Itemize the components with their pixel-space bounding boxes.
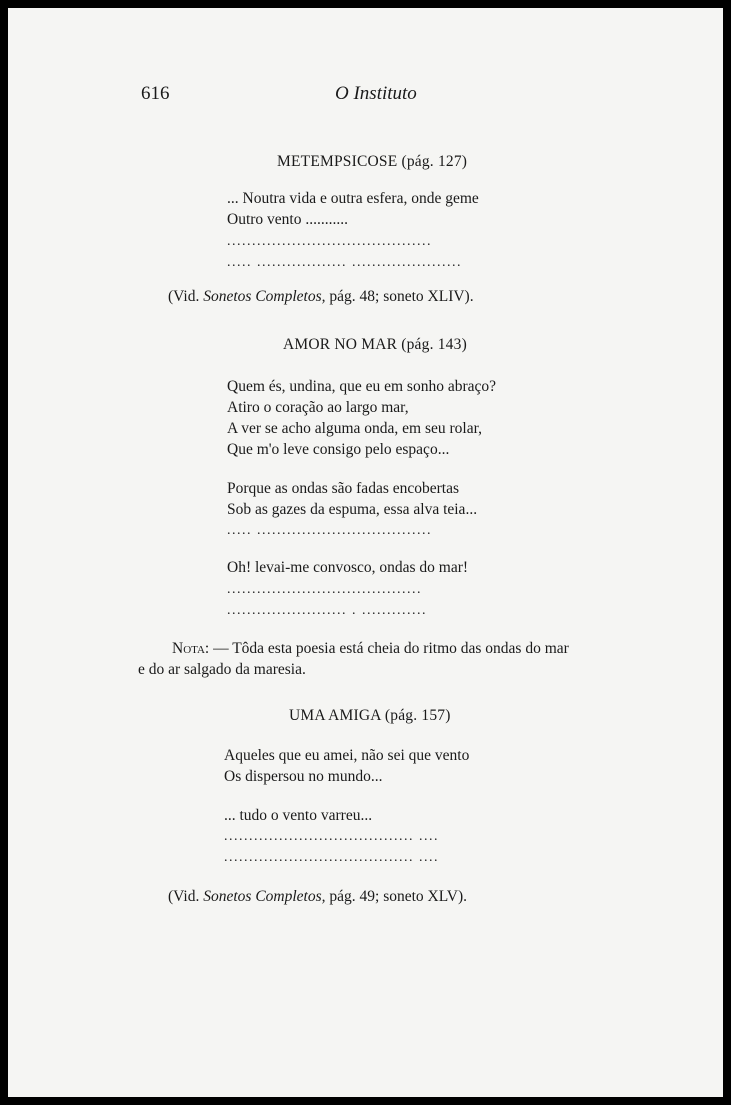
verse-line: Aqueles que eu amei, não sei que vento [224,747,470,764]
verse-line: Porque as ondas são fadas encobertas [227,480,459,497]
section-heading: AMOR NO MAR (pág. 143) [283,336,467,353]
citation-prefix: (Vid. [168,888,200,905]
citation [168,287,474,307]
verse-line: A ver se acho alguma onda, em seu rolar, [227,420,483,437]
section-heading: UMA AMIGA (pág. 157) [289,707,451,724]
citation-prefix: (Vid. [168,288,200,305]
verse-line: Atiro o coração ao largo mar, [227,399,409,416]
section-heading: METEMPSICOSE (pág. 127) [277,153,468,170]
verse-line: Sob as gazes da espuma, essa alva teia... [227,501,478,518]
book-page [8,8,723,1097]
ellipsis-line: ........................ . ............. [227,603,427,618]
verse-line: Que m'o leve consigo pelo espaço... [227,441,450,458]
citation-book: Sonetos Completos, [203,288,326,305]
citation-rest: pág. 49; soneto XLV). [329,888,468,905]
ellipsis-line: ..... ................................... [227,523,432,538]
note-line-2: e do ar salgado da maresia. [138,661,306,678]
verse-line: ... Noutra vida e outra esfera, onde geme [227,190,479,207]
ellipsis-line: ...................................... .... [224,850,439,865]
running-title: O Instituto [335,83,417,104]
verse-line: Outro vento ........... [227,211,348,228]
page-number: 616 [141,83,170,104]
verse-line: Oh! levai-me convosco, ondas do mar! [227,559,469,576]
note-line [172,639,569,659]
note-text: — Tôda esta poesia está cheia do ritmo das ondas do mar [213,640,569,657]
verse-line: Quem és, undina, que eu em sonho abraço? [227,378,497,395]
verse-line: ... tudo o vento varreu... [224,807,373,824]
ellipsis-line: ...................................... .... [224,829,439,844]
note-label: Nota: [172,640,210,657]
verse-line: Os dispersou no mundo... [224,768,383,785]
ellipsis-line: ....................................... [227,582,422,597]
ellipsis-line: ......................................... [227,234,432,249]
citation [168,887,467,907]
citation-book: Sonetos Completos, [203,888,326,905]
ellipsis-line: ..... .................. ...................... [227,255,462,270]
citation-rest: pág. 48; soneto XLIV). [329,288,474,305]
